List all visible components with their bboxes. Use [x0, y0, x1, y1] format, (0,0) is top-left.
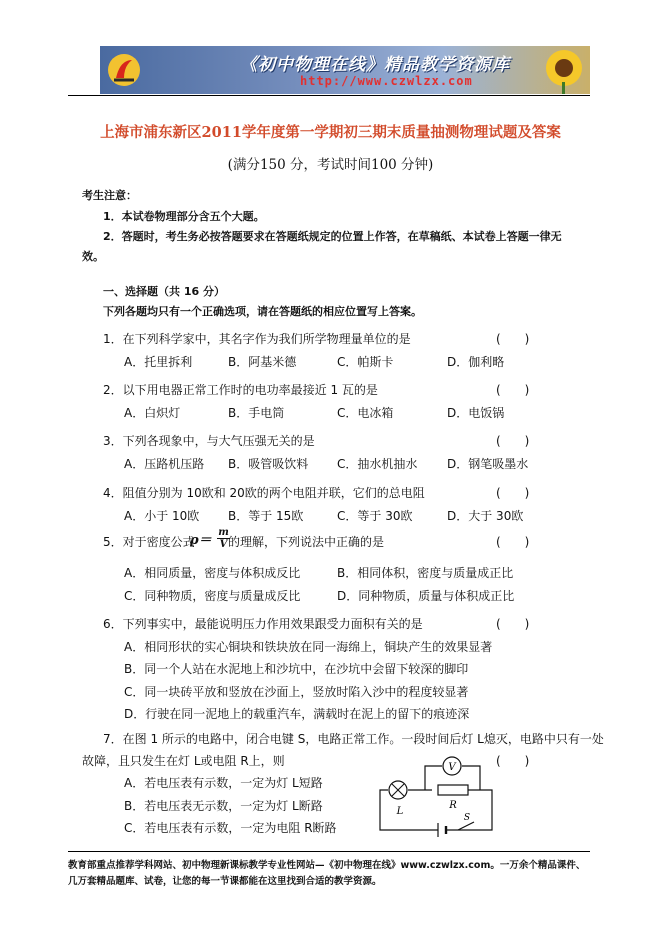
question-4-option-a: A．小于 10欧 [124, 509, 200, 523]
question-1-option-b: B．阿基米德 [228, 355, 297, 369]
question-3-stem: 3．下列各现象中，与大气压强无关的是 [103, 434, 315, 448]
question-3-option-a: A．压路机压路 [124, 457, 205, 471]
question-1-answer-blank: ( ) [496, 332, 530, 346]
section-heading: 一、选择题（共 16 分） [103, 285, 225, 298]
banner-title: 《初中物理在线》精品教学资源库 [240, 55, 510, 75]
question-1-option-c: C．帕斯卡 [337, 355, 394, 369]
question-3-option-b: B．吸管吸饮料 [228, 457, 309, 471]
document-title: 上海市浦东新区2011学年度第一学期初三期末质量抽测物理试题及答案 [100, 124, 561, 141]
question-2-stem: 2．以下用电器正常工作时的电功率最接近 1 瓦的是 [103, 383, 378, 397]
question-5-option-c: C．同种物质，密度与质量成反比 [124, 589, 301, 603]
question-6-stem: 6．下列事实中，最能说明压力作用效果跟受力面积有关的是 [103, 617, 423, 631]
switch-label: S [463, 813, 471, 823]
battery-symbol [438, 823, 446, 837]
resistor-label: R [449, 800, 457, 811]
question-7-option-c: C．若电压表有示数，一定为电阻 R断路 [124, 821, 337, 835]
question-1-option-a: A．托里拆利 [124, 355, 193, 369]
question-3-option-c: C．抽水机抽水 [337, 457, 418, 471]
question-5-option-a: A．相同质量，密度与体积成反比 [124, 566, 301, 580]
question-4-option-b: B．等于 15欧 [228, 509, 304, 523]
question-4-answer-blank: ( ) [496, 486, 530, 500]
question-5-stem-before: 5．对于密度公式 [103, 535, 195, 549]
question-2-answer-blank: ( ) [496, 383, 530, 397]
footer-line-2: 几万套精品题库、试卷，让您的每一节课都能在这里找到合适的教学资源。 [68, 876, 382, 887]
question-2-option-d: D．电饭锅 [447, 406, 505, 420]
notice-item-2-cont: 效。 [82, 250, 104, 263]
circuit-diagram [370, 752, 500, 837]
sunflower-icon [526, 46, 586, 94]
lamp-label: L [396, 806, 404, 817]
footer-line-1: 教育部重点推荐学科网站、初中物理新课标教学专业性网站—《初中物理在线》www.czwlzx.com。一万余个精品课件、 [68, 860, 586, 871]
question-2-option-c: C．电冰箱 [337, 406, 394, 420]
question-2-option-b: B．手电筒 [228, 406, 285, 420]
document-subtitle: (满分150 分，考试时间100 分钟) [227, 157, 434, 173]
switch-symbol [458, 822, 474, 830]
question-1-stem: 1．在下列科学家中，其名字作为我们所学物理量单位的是 [103, 332, 411, 346]
question-3-option-d: D．钢笔吸墨水 [447, 457, 529, 471]
question-6-option-c: C．同一块砖平放和竖放在沙面上，竖放时陷入沙中的程度较显著 [124, 685, 469, 699]
banner-url[interactable]: http://www.czwlzx.com [300, 74, 473, 88]
density-formula-lhs: ρ＝ [190, 533, 212, 548]
question-6-option-b: B．同一个人站在水泥地上和沙坑中，在沙坑中会留下较深的脚印 [124, 662, 469, 676]
question-7-answer-blank: ( ) [496, 754, 530, 768]
question-2-option-a: A．白炽灯 [124, 406, 181, 420]
footer-rule [68, 851, 590, 852]
resistor-symbol [438, 785, 468, 795]
question-4-stem: 4．阻值分别为 10欧和 20欧的两个电阻并联，它们的总电阻 [103, 486, 425, 500]
notice-item-2: 2．答题时，考生务必按答题要求在答题纸规定的位置上作答，在草稿纸、本试卷上答题一律无 [103, 230, 562, 243]
question-4-option-c: C．等于 30欧 [337, 509, 413, 523]
question-6-answer-blank: ( ) [496, 617, 530, 631]
density-formula-numerator: m [218, 527, 229, 538]
notice-heading: 考生注意： [82, 189, 137, 202]
question-3-answer-blank: ( ) [496, 434, 530, 448]
question-4-option-d: D．大于 30欧 [447, 509, 524, 523]
density-formula [190, 527, 230, 550]
notice-item-1: 1．本试卷物理部分含五个大题。 [103, 210, 265, 223]
question-6-option-d: D．行驶在同一泥地上的载重汽车，满载时在泥上的留下的痕迹深 [124, 707, 470, 721]
question-7-stem: 7．在图 1 所示的电路中，闭合电键 S，电路正常工作。一段时间后灯 L熄灭，电路中只有一处 [103, 732, 604, 746]
header-rule [68, 95, 590, 96]
density-formula-denominator: V [219, 539, 228, 550]
question-5-option-d: D．同种物质，质量与体积成正比 [337, 589, 515, 603]
voltmeter-label: V [448, 762, 456, 773]
question-7-option-a: A．若电压表有示数，一定为灯 L短路 [124, 776, 323, 790]
question-5-stem-after: 的理解，下列说法中正确的是 [228, 535, 385, 549]
question-1-option-d: D．伽利略 [447, 355, 505, 369]
header-banner [100, 46, 590, 94]
question-7-stem-cont: 故障，且只发生在灯 L或电阻 R上，则 [82, 754, 285, 768]
section-instruction: 下列各题均只有一个正确选项，请在答题纸的相应位置写上答案。 [103, 305, 422, 318]
site-logo-icon [106, 52, 142, 88]
question-5-answer-blank: ( ) [496, 535, 530, 549]
question-7-option-b: B．若电压表无示数，一定为灯 L断路 [124, 799, 323, 813]
question-5-option-b: B．相同体积，密度与质量成正比 [337, 566, 514, 580]
lamp-symbol [389, 781, 407, 799]
question-6-option-a: A．相同形状的实心铜块和铁块放在同一海绵上，铜块产生的效果显著 [124, 640, 493, 654]
